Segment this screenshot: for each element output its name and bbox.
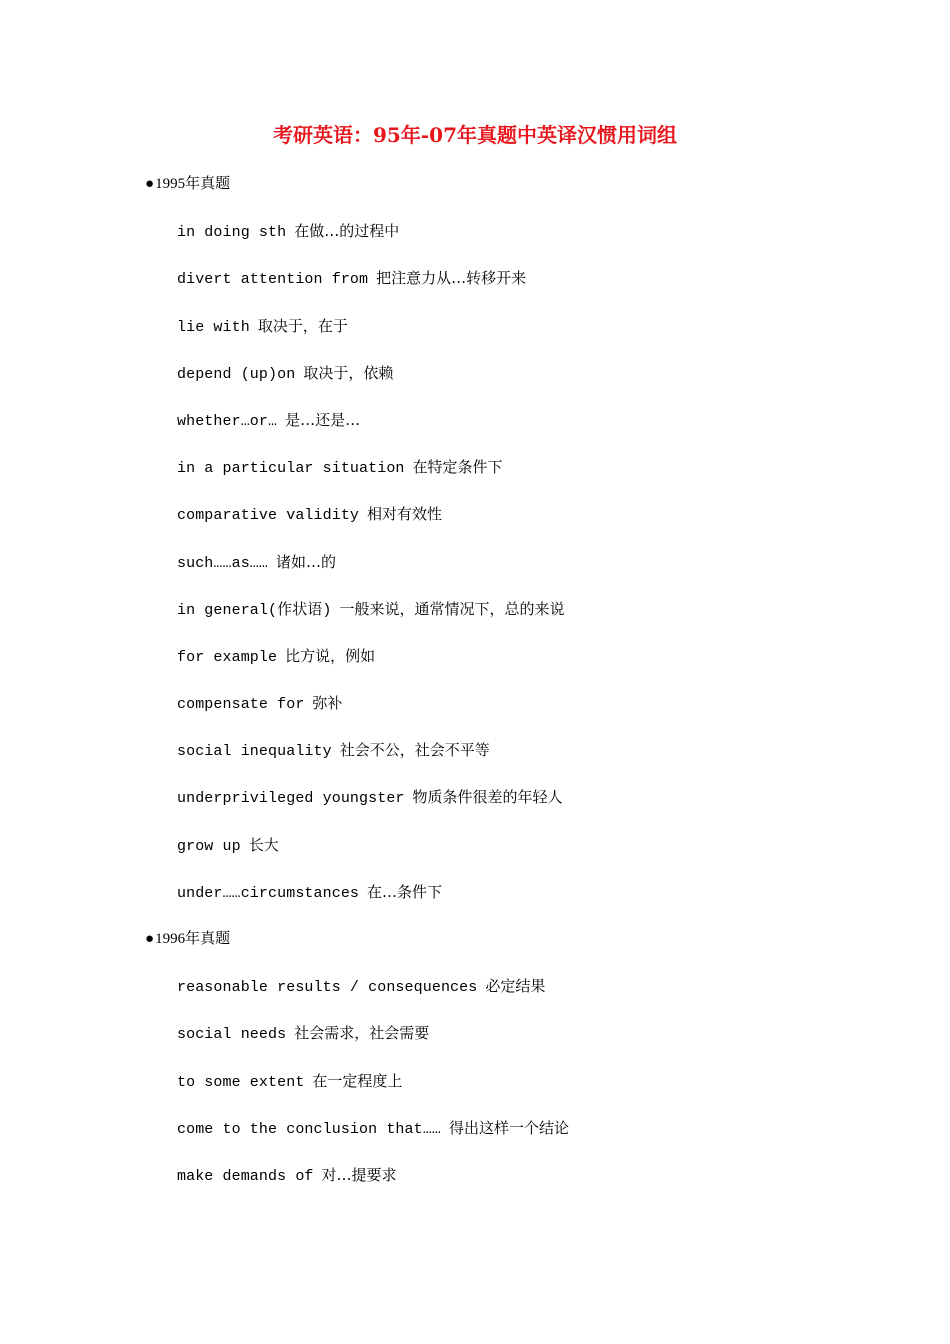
english-phrase: comparative validity [177,507,360,525]
chinese-translation: 取决于，在于 [257,316,348,335]
phrase-entry [145,452,865,499]
chinese-translation: 长大 [248,835,279,854]
english-phrase: come to the conclusion that…… [177,1120,441,1138]
chinese-translation: 必定结果 [485,977,546,996]
chinese-translation: 社会不公，社会不平等 [339,741,490,760]
english-phrase: make demands of [177,1167,314,1185]
section-heading [145,169,865,216]
phrase-entry [145,782,865,829]
phrase-entry [145,641,865,688]
phrase-entry [145,358,865,405]
chinese-translation: 得出这样一个结论 [448,1118,569,1137]
phrase-entry [145,405,865,452]
chinese-translation: 在…条件下 [367,882,443,901]
bullet-icon: ● [145,176,155,192]
phrase-entry [145,1066,865,1113]
phrase-entry [145,971,865,1018]
section-heading [145,924,865,971]
chinese-translation: 社会需求，社会需要 [294,1024,430,1043]
english-phrase: in general(作状语) [177,601,332,619]
chinese-translation: 是…还是… [285,410,361,429]
phrase-entry [145,1113,865,1160]
chinese-translation: 弥补 [312,694,343,713]
bullet-icon: ● [145,931,155,947]
phrase-entry [145,216,865,263]
phrase-entry [145,1160,865,1207]
phrase-entry [145,735,865,782]
english-phrase: to some extent [177,1073,305,1091]
chinese-translation: 物质条件很差的年轻人 [412,788,563,807]
english-phrase: depend (up)on [177,365,296,383]
english-phrase: for example [177,648,278,666]
phrase-entry [145,830,865,877]
phrase-entry [145,594,865,641]
phrase-entry [145,688,865,735]
chinese-translation: 把注意力从…转移开来 [376,269,527,288]
phrase-entry [145,877,865,924]
english-phrase: social needs [177,1026,287,1044]
english-phrase: social inequality [177,743,332,761]
chinese-translation: 相对有效性 [367,505,443,524]
section-heading-text: 1996年真题 [155,931,231,947]
english-phrase: under……circumstances [177,884,360,902]
phrase-entry [145,499,865,546]
page-title: 考研英语：95年-07年真题中英译汉惯用词组 [273,123,677,147]
english-phrase: such……as…… [177,554,269,572]
english-phrase: divert attention from [177,271,369,289]
chinese-translation: 对…提要求 [321,1165,397,1184]
section-heading-text: 1995年真题 [155,176,231,192]
chinese-translation: 取决于，依赖 [303,363,394,382]
chinese-translation: 在做…的过程中 [294,222,400,241]
chinese-translation: 比方说，例如 [285,646,376,665]
english-phrase: lie with [177,318,250,336]
english-phrase: in doing sth [177,224,287,242]
phrase-list [145,169,865,1207]
chinese-translation: 一般来说，通常情况下，总的来说 [339,599,565,618]
english-phrase: underprivileged youngster [177,790,405,808]
english-phrase: reasonable results / consequences [177,979,478,997]
english-phrase: in a particular situation [177,460,405,478]
chinese-translation: 在一定程度上 [312,1071,403,1090]
phrase-entry [145,311,865,358]
phrase-entry [145,547,865,594]
phrase-entry [145,263,865,310]
english-phrase: compensate for [177,696,305,714]
chinese-translation: 在特定条件下 [412,458,503,477]
chinese-translation: 诸如…的 [276,552,337,571]
english-phrase: whether…or… [177,412,278,430]
phrase-entry [145,1018,865,1065]
english-phrase: grow up [177,837,241,855]
